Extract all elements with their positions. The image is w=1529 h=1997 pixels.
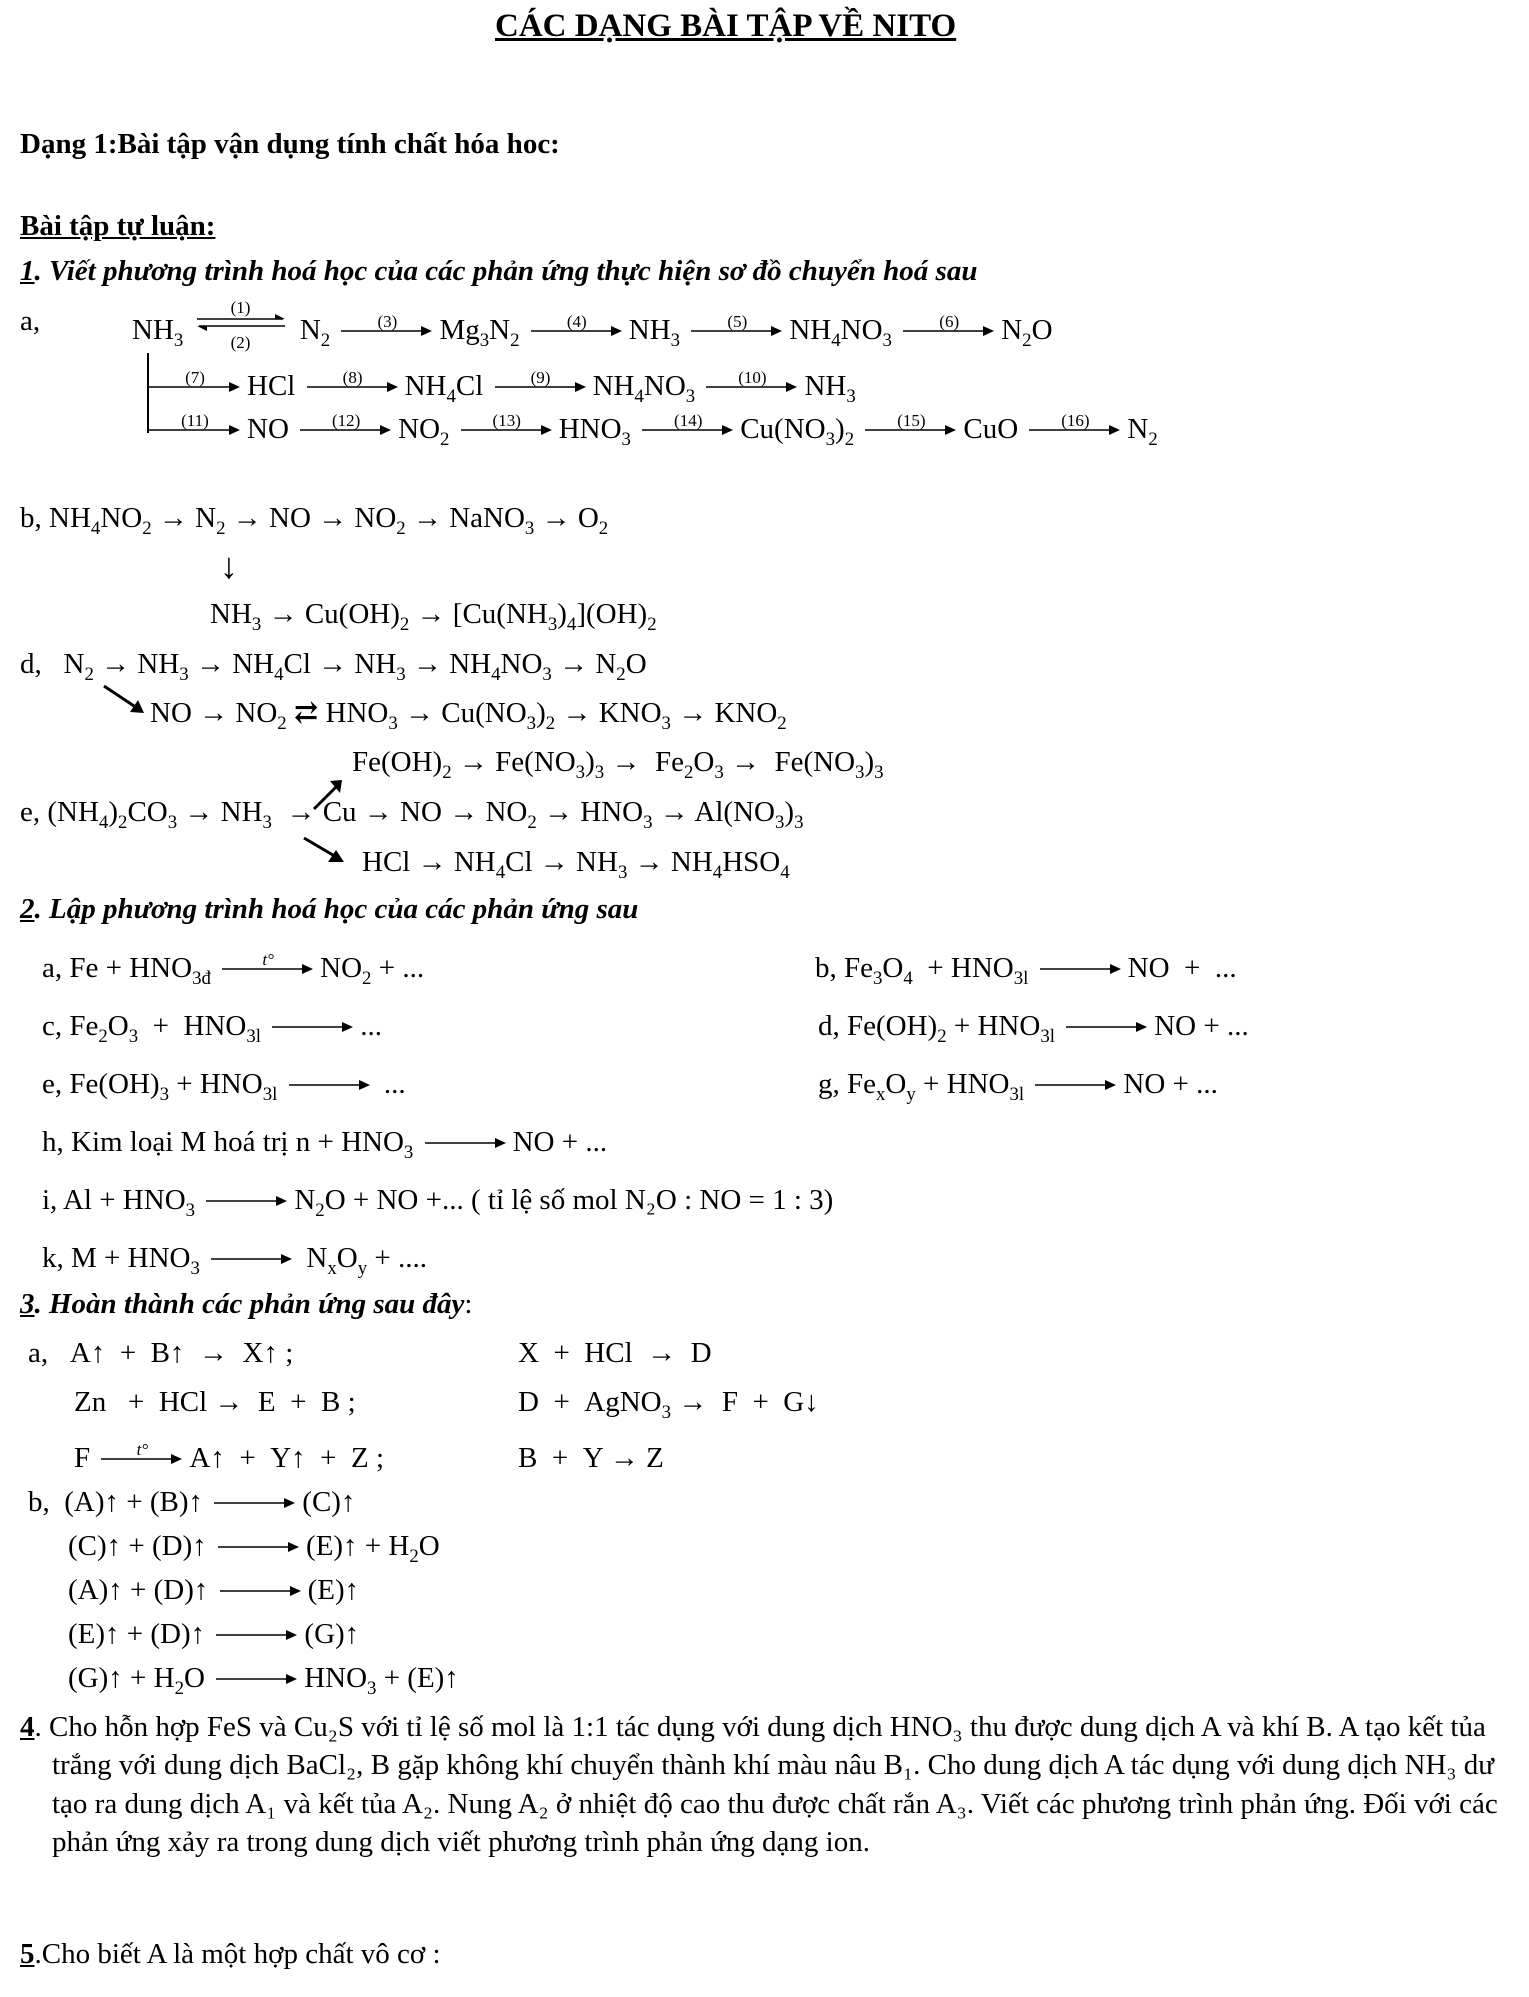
arrow-icon [691,312,783,339]
q3-b-line2: (C)↑ + (D)↑ (E)↑ + $H_2O$ [68,1530,440,1567]
q5-text: .Cho biết A là một hợp chất vô cơ : [34,1938,441,1970]
subsection-heading: Bài tập tự luận: [20,210,216,242]
q3-prompt-text: . Hoàn thành các phản ứng sau đây [34,1288,465,1320]
arrow-icon [216,1623,298,1643]
q1-d-label: d, [20,648,42,680]
q3-a-line2: Zn + HCl → E + B ; [74,1386,356,1418]
arrow-label: (8) [342,368,363,387]
q1-prompt [20,255,977,288]
arrow-label: (13) [492,411,521,430]
page-title: CÁC DẠNG BÀI TẬP VỀ NITO [495,8,957,44]
q1-b-label: b, [20,502,42,534]
arrow-icon [495,368,587,395]
arrow-label: (10) [738,368,767,387]
arrow-icon [1035,1073,1117,1093]
q2-e: e, $Fe(OH)_3 + HNO_{3l}$ ... [42,1068,406,1105]
q1-number: 1 [20,255,35,287]
arrow-icon [214,1491,296,1511]
q1-prompt-text: . Viết phương trình hoá học của các phản ứng thực hiện sơ đồ chuyển hoá sau [34,255,978,287]
q2-g: g, $Fe_xO_y + HNO_{3l}$ NO + ... [818,1068,1218,1105]
arrow-icon [1040,957,1122,977]
q3-a-line1: a, A↑ + B↑ → X↑ ; [28,1337,294,1369]
q3-b-line4: (E)↑ + (D)↑ (G)↑ [68,1618,360,1650]
arrow-label: (16) [1061,411,1090,430]
arrow-icon [300,411,392,438]
q5-paragraph [20,1938,441,1971]
arrow-label: (7) [185,368,205,387]
q2-h: h, Kim loại M hoá trị $n + HNO_3$ NO + ... [42,1126,608,1163]
arrow-label: (15) [897,411,926,430]
q2-k-tail: + .... [374,1242,428,1274]
arrow-icon [341,312,433,339]
q5-number: 5 [20,1938,35,1970]
q1-a-row2: (7) HCl (8) $NH_4Cl$ (9) $NH_4NO_3$ (10) $NH_3$ [145,370,856,407]
arrow-icon [272,1015,354,1035]
arrow-icon [1029,411,1121,438]
temp-label: t° [262,950,274,969]
q2-b: b, $Fe_3O_4 + HNO_{3l}$ NO + ... [815,952,1237,989]
arrow-label: (1) [230,298,251,317]
q2-prompt-text: . Lập phương trình hoá học của các phản ứng sau [34,893,639,925]
q1-a-label: a, [20,305,41,337]
down-arrow-icon: ↓ [220,546,238,586]
arrow-label: (9) [530,368,551,387]
q3-a-line1-right: X + HCl → D [518,1337,712,1369]
q3-b-line5: (G)↑ + $H_2O$ $HNO_3$ + (E)↑ [68,1662,459,1699]
arrow-label: (2) [230,333,251,352]
arrow-icon [206,1189,288,1209]
arrow-icon [1066,1015,1148,1035]
arrow-icon [149,411,241,438]
q1-e-row1: e, $(NH_4)_2CO_3 \to NH_3 \to Cu$ → NO → $NO_2 \to HNO_3 \to Al(NO_3)_3$ [20,796,804,833]
arrow-icon [706,368,798,395]
header-fragment [30,0,114,1]
q3-prompt [20,1288,472,1321]
q2-c: c, $Fe_2O_3 + HNO_{3l}$ ... [42,1010,383,1047]
heat-arrow-icon [222,950,314,977]
heat-arrow-icon [101,1440,183,1467]
arrow-icon [211,1247,293,1267]
q3-a-line2-right: D + AgNO$_3$ → F + G↓ [518,1386,819,1423]
q3-b-line1: b, (A)↑ + (B)↑ (C)↑ [28,1486,356,1518]
q1-b-row1: b, $NH_4NO_2 \to N_2$ → NO → $NO_2$ → NaNO$_3$ → $O_2$ [20,502,609,539]
arrow-icon [642,411,734,438]
temp-label: t° [136,1440,149,1459]
q1-a-row3: (11) NO (12) $NO_2$ (13) $HNO_3$ (14) $Cu(NO_3)_2$ (15) CuO (16) $N_2$ [145,413,1158,450]
q2-d: d, $Fe(OH)_2 + HNO_{3l}$ NO + ... [818,1010,1249,1047]
q2-a: a, $Fe + HNO_{3đ}$ t° $NO_2$ + ... [42,950,425,989]
q4-number: 4 [20,1711,35,1743]
diagonal-arrow-icon [300,832,350,872]
arrow-label: (11) [181,411,209,430]
q1-e-row0: $Fe(OH)_2 \to Fe(NO_3)_3 \to Fe_2O_3 \to Fe(NO_3)_3$ [352,746,884,783]
arrow-icon [149,368,241,395]
arrow-label: (14) [674,411,703,430]
q1-d-row1: d, $N_2 \to NH_3 \to NH_4Cl \to NH_3 \to NH_4NO_3 \to N_2O$ [20,648,647,685]
diagonal-arrow-icon [100,680,150,720]
arrow-icon [531,312,623,339]
arrow-icon [425,1131,507,1151]
q1-b-row2: $NH_3 \to Cu(OH)_2 \to [Cu(NH_3)_4](OH)_2$ [210,598,657,635]
q2-i: i, $Al + HNO_3$ $N_2O$ + NO +... ( tỉ lệ số mol N₂O : NO = 1 : 3) [42,1184,834,1221]
q1-a-row1: $NH_3$ (1) (2) $N_2$ (3) $Mg_3N_2$ (4) $NH_3$ (5) $NH_4NO_3$ (6) $N_2O$ [132,298,1053,352]
q1-d-row2: NO → $NO_2$ ⇄ $HNO_3 \to Cu(NO_3)_2 \to KNO_3 \to KNO_2$ [150,697,787,734]
arrow-icon [216,1667,298,1687]
arrow-icon [307,368,399,395]
q1-e-row2: HCl → $NH_4Cl \to NH_3 \to NH_4HSO_4$ [362,846,790,883]
q4-paragraph [20,1708,1512,1861]
arrow-icon [865,411,957,438]
q3-b-line3: (A)↑ + (D)↑ (E)↑ [68,1574,360,1606]
q3-colon: : [464,1288,473,1320]
arrow-icon [289,1073,371,1093]
equilibrium-arrow-icon [195,298,287,352]
arrow-icon [218,1535,300,1555]
q1-e-label: e, [20,796,41,828]
q3-number: 3 [20,1288,35,1320]
section-heading: Dạng 1:Bài tập vận dụng tính chất hóa hoc: [20,128,560,160]
arrow-label: (12) [331,411,361,430]
q2-prompt [20,893,638,926]
arrow-icon [903,312,995,339]
arrow-label: (5) [727,312,748,331]
arrow-label: (3) [377,312,398,331]
q2-number: 2 [20,893,35,925]
q2-i-ratio: ( tỉ lệ số mol N₂O : NO = 1 : 3) [470,1184,834,1216]
q4-text: . Cho hỗn hợp FeS và Cu₂S với tỉ lệ số mol là 1:1 tác dụng với dung dịch HNO₃ thu được dung dịch A và khí B. A tạo kết tủa trắng với dung dịch BaCl₂, B gặp không khí chuyển thành khí màu nâu B₁. Cho dung dịch A tác dụng với dung dịch NH₃ dư tạo ra dung dịch A₁ và kết tủa A₂. Nung A₂ ở nhiệt độ cao thu được chất rắn A₃. Viết các phương trình phản ứng. Đối với các phản ứng xảy ra trong dung dịch viết phương trình phản ứng dạng ion. [34,1711,1498,1858]
arrow-label: (4) [566,312,587,331]
q3-a-line3: F t° A↑ + Y↑ + Z ; [74,1440,385,1474]
q3-a-line3-right: B + Y → Z [518,1442,664,1474]
arrow-label: (6) [939,312,960,331]
arrow-icon [220,1579,302,1599]
arrow-icon [461,411,553,438]
q2-k: k, $M + HNO_3$ $N_xO_y$ + .... [42,1242,428,1279]
